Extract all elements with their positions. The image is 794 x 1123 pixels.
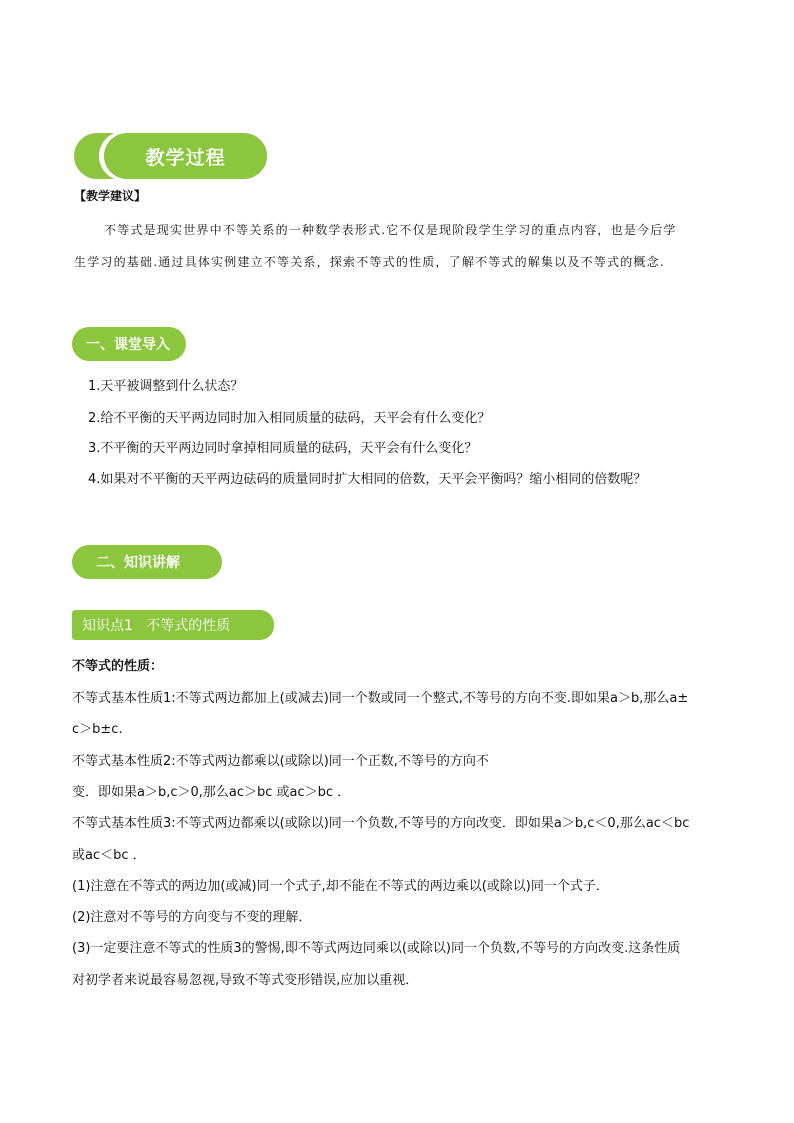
body-line: (3)一定要注意不等式的性质3的警惕,即不等式两边同乘以(或除以)同一个负数,不等号的方向改变.这条性质 [72, 941, 681, 956]
body-line: 变．即如果a＞b,c＞0,那么ac＞bc 或ac＞bc ． [72, 785, 351, 800]
question-item: 4.如果对不平衡的天平两边砝码的质量同时扩大相同的倍数，天平会平衡吗？缩小相同的倍数呢？ [88, 472, 647, 487]
knowledge-point-label: 知识点1 不等式的性质 [72, 610, 274, 640]
body-line: (1)注意在不等式的两边加(或减)同一个式子,却不能在不等式的两边乘以(或除以)同一个式子． [72, 879, 609, 894]
body-line: 不等式基本性质3:不等式两边都乘以(或除以)同一个负数,不等号的方向改变．即如果a＞b,c＜0,那么ac＜bc [72, 816, 690, 831]
suggestion-line-1: 不等式是现实世界中不等关系的一种数学表形式.它不仅是现阶段学生学习的重点内容，也是今后学 [104, 223, 677, 237]
question-item: 2.给不平衡的天平两边同时加入相同质量的砝码，天平会有什么变化？ [88, 411, 491, 426]
question-item: 3.不平衡的天平两边同时拿掉相同质量的砝码，天平会有什么变化？ [88, 441, 478, 456]
question-item: 1.天平被调整到什么状态？ [88, 379, 244, 394]
body-line: 或ac＜bc ． [72, 848, 146, 863]
properties-heading: 不等式的性质： [72, 659, 164, 674]
section-title-intro: 一、课堂导入 [72, 327, 186, 361]
suggestion-heading: 【教学建议】 [74, 189, 147, 203]
banner-title: 教学过程 [104, 133, 267, 179]
body-line: 不等式基本性质1:不等式两边都加上(或减去)同一个数或同一个整式,不等号的方向不变.即如果a＞b,那么a± [72, 691, 689, 706]
body-line: 不等式基本性质2:不等式两边都乘以(或除以)同一个正数,不等号的方向不 [72, 754, 489, 769]
section-banner [74, 133, 267, 179]
body-line: 对初学者来说最容易忽视,导致不等式变形错误,应加以重视． [72, 973, 419, 988]
body-line: c＞b±c. [72, 722, 123, 737]
section-title-knowledge: 二、知识讲解 [72, 545, 222, 579]
suggestion-line-2: 生学习的基础.通过具体实例建立不等关系，探索不等式的性质，了解不等式的解集以及不等式的概念. [74, 255, 665, 269]
body-line: (2)注意对不等号的方向变与不变的理解． [72, 910, 312, 925]
